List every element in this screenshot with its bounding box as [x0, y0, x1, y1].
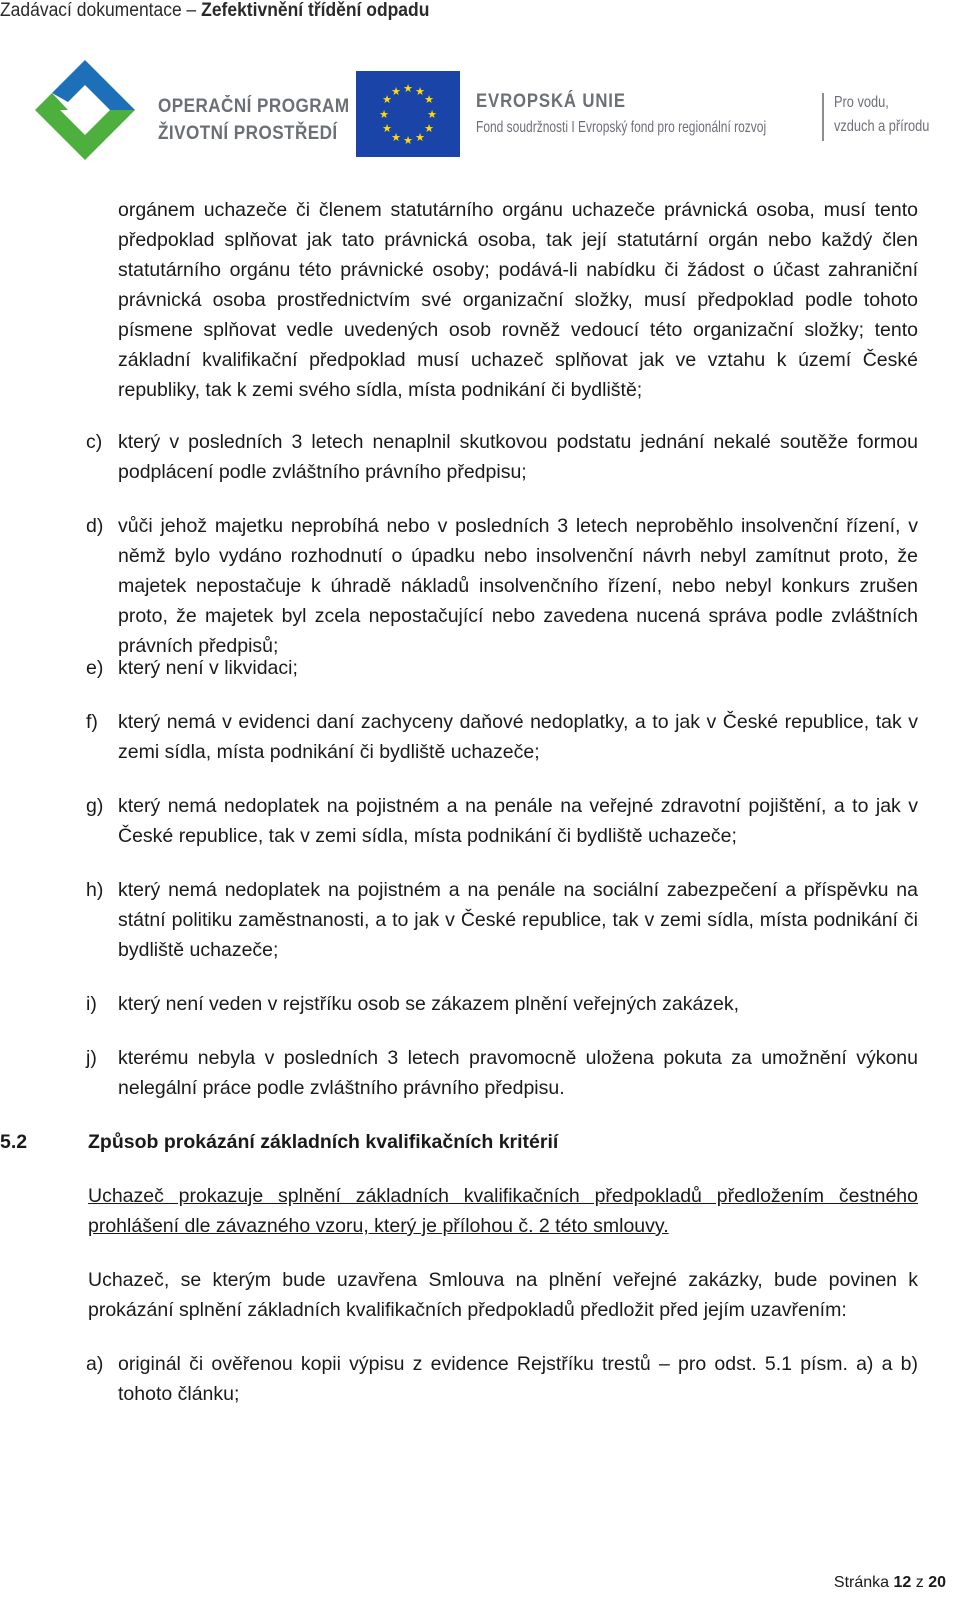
- svg-text:★: ★: [391, 85, 401, 98]
- section-number: 5.2: [0, 1131, 28, 1153]
- page-prefix: Stránka: [833, 1574, 894, 1591]
- opzp-logo-text: [158, 93, 350, 147]
- eu-title: EVROPSKÁ UNIE: [476, 91, 626, 112]
- intro-paragraph: orgánem uchazeče či členem statutárního orgánu uchazeče právnická osoba, musí tento předpoklad splňovat jak tato právnická osoba, tak její statutární orgán nebo každý člen statutárního orgánu této právnické osoby; podává-li nabídku či žádost o účast zahraniční právnická osoba prostřednictvím své organizační složky, musí předpoklad podle tohoto písmene splňovat vedle uvedených osob rovněž vedoucí této organizační složky; tento základní kvalifikační předpoklad musí uchazeč splňovat jak ve vztahu k území České republiky, tak k zemi svého sídla, místa podnikání či bydliště;: [118, 199, 918, 401]
- svg-text:★: ★: [403, 134, 413, 147]
- header-title: Zefektivnění třídění odpadu: [201, 0, 430, 21]
- list-label: e): [86, 657, 104, 679]
- svg-text:★: ★: [424, 93, 434, 106]
- list-text: originál či ověřenou kopii výpisu z evidence Rejstříku trestů – pro odst. 5.1 písm. a) a b) tohoto článku;: [118, 1353, 918, 1405]
- svg-text:★: ★: [379, 108, 389, 121]
- motto-line-2: vzduch a přírodu: [834, 118, 930, 135]
- list-label: c): [86, 431, 103, 453]
- list-text: který není v likvidaci;: [118, 657, 298, 679]
- svg-text:★: ★: [382, 93, 392, 106]
- motto-line-1: Pro vodu,: [834, 94, 889, 111]
- svg-text:★: ★: [382, 122, 392, 135]
- logo-banner: [30, 55, 950, 170]
- eu-flag-icon: [356, 71, 460, 157]
- list-label: g): [86, 795, 104, 817]
- list-text: vůči jehož majetku neprobíhá nebo v posledních 3 letech neproběhlo insolvenční řízení, v němž bylo vydáno rozhodnutí o úpadku nebo insolvenční návrh nebyl zamítnut proto, že majetek nepostačuje k úhradě nákladů insolvenčního řízení, nebo nebyl konkurs zrušen proto, že majetek byl zcela nepostačující nebo zavedena nucená správa podle zvláštních právních předpisů;: [118, 515, 918, 657]
- document-header: [0, 0, 429, 22]
- svg-text:★: ★: [403, 82, 413, 95]
- list-label: f): [86, 711, 98, 733]
- list-label: i): [86, 993, 97, 1015]
- list-label: h): [86, 879, 104, 901]
- requirements-paragraph: Uchazeč, se kterým bude uzavřena Smlouva na plnění veřejné zakázky, bude povinen k prokázání splnění základních kvalifikačních předpokladů předložit před jejím uzavřením:: [88, 1269, 918, 1321]
- list-label: a): [86, 1353, 104, 1375]
- list-label: d): [86, 515, 104, 537]
- list-text: který není veden v rejstříku osob se zákazem plnění veřejných zakázek,: [118, 993, 740, 1015]
- page-current: 12: [893, 1574, 912, 1591]
- page-sep: z: [911, 1574, 929, 1591]
- motto: [834, 91, 929, 139]
- opzp-line-1: OPERAČNÍ PROGRAM: [158, 96, 350, 117]
- list-text: který nemá nedoplatek na pojistném a na penále na veřejné zdravotní pojištění, a to jak v České republice, tak v zemi sídla, místa podnikání či bydliště uchazeče;: [118, 795, 918, 847]
- svg-text:★: ★: [415, 131, 425, 144]
- svg-text:★: ★: [427, 108, 437, 121]
- opzp-logo-icon: [30, 55, 140, 165]
- svg-text:★: ★: [415, 85, 425, 98]
- section-title: Způsob prokázání základních kvalifikačních kritérií: [88, 1131, 559, 1153]
- list-text: kterému nebyla v posledních 3 letech pravomocně uložena pokuta za umožnění výkonu nelegální práce podle zvláštního právního předpisu.: [118, 1047, 918, 1099]
- list-text: který v posledních 3 letech nenaplnil skutkovou podstatu jednání nekalé soutěže formou podplácení podle zvláštního právního předpisu;: [118, 431, 918, 483]
- page-total: 20: [928, 1574, 946, 1591]
- list-label: j): [86, 1047, 97, 1069]
- svg-text:★: ★: [391, 131, 401, 144]
- opzp-line-2: ŽIVOTNÍ PROSTŘEDÍ: [158, 123, 338, 144]
- svg-text:★: ★: [424, 122, 434, 135]
- header-prefix: Zadávací dokumentace –: [0, 0, 202, 21]
- logo-divider: [822, 93, 824, 141]
- list-text: který nemá nedoplatek na pojistném a na penále na sociální zabezpečení a příspěvku na státní politiku zaměstnanosti, a to jak v České republice, tak v zemi sídla, místa podnikání či bydliště uchazeče;: [118, 879, 918, 961]
- underlined-paragraph: Uchazeč prokazuje splnění základních kvalifikačních předpokladů předložením čestného prohlášení dle závazného vzoru, který je přílohou č. 2 této smlouvy.: [88, 1185, 918, 1237]
- page-number: [834, 1574, 946, 1592]
- eu-funds: Fond soudržnosti I Evropský fond pro regionální rozvoj: [476, 119, 767, 136]
- list-text: který nemá v evidenci daní zachyceny daňové nedoplatky, a to jak v České republice, tak v zemi sídla, místa podnikání či bydliště uchazeče;: [118, 711, 918, 763]
